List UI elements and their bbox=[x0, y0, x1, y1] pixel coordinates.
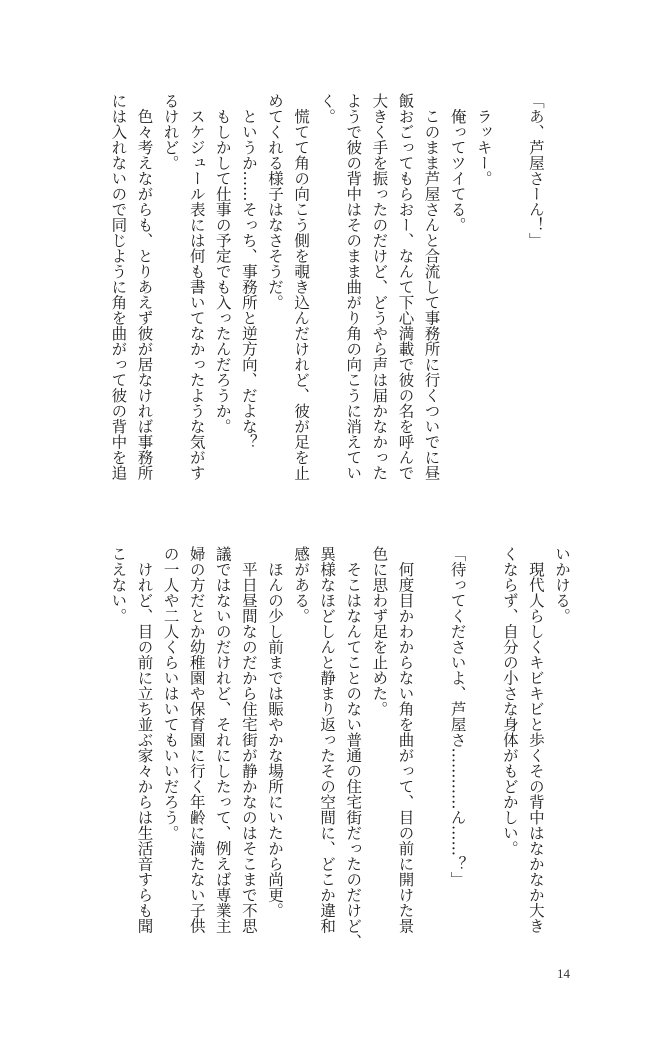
text-line: 議ではないのだけれど、それにしたって、例えば専業主 bbox=[213, 546, 232, 934]
text-line: 婦の方だとか幼稚園や保育園に行く年齢に満たない子供 bbox=[187, 546, 206, 934]
text-line: ほんの少し前までは賑やかな場所にいたから尚更。 bbox=[265, 546, 284, 918]
blank-line bbox=[497, 93, 523, 481]
text-line: るけれど。 bbox=[161, 93, 180, 171]
blank-line bbox=[471, 546, 497, 934]
upper-text-tier bbox=[105, 93, 575, 481]
text-line: には入れないので同じように角を曲がって彼の背中を追 bbox=[109, 93, 128, 481]
text-line: く。 bbox=[318, 93, 337, 124]
text-line: 現代人らしくキビキビと歩くその背中はなかなか大き bbox=[526, 546, 545, 934]
text-line: 飯おごってもらおー、なんて下心満載で彼の名を呼んで bbox=[396, 93, 415, 481]
text-line: ラッキー。 bbox=[474, 93, 493, 186]
text-line: けれど、目の前に立ち並ぶ家々からは生活音すらも聞 bbox=[135, 546, 154, 934]
blank-line bbox=[549, 93, 575, 481]
page-number: 14 bbox=[557, 966, 570, 981]
text-line: めてくれる様子はなさそうだ。 bbox=[265, 93, 284, 310]
text-line: 俺ってツイてる。 bbox=[448, 93, 467, 233]
text-line: スケジュール表には何も書いてなかったような気がす bbox=[187, 93, 206, 481]
dialogue-line: 「待ってくださいよ、芦屋さ…………ん……？」 bbox=[448, 546, 467, 887]
text-line: 色々考えながらも、とりあえず彼が居なければ事務所 bbox=[135, 93, 154, 481]
text-line: くならず、自分の小さな身体がもどかしい。 bbox=[500, 546, 519, 856]
blank-line bbox=[418, 546, 444, 934]
text-line: の一人や二人くらいはいてもいいだろう。 bbox=[161, 546, 180, 841]
text-line: 何度目かわからない角を曲がって、目の前に開けた景 bbox=[396, 546, 415, 934]
text-line: 慌てて角の向こう側を覗き込んだけれど、彼が足を止 bbox=[292, 93, 311, 481]
lower-text-tier bbox=[105, 546, 575, 949]
text-line: そこはなんてことのない普通の住宅街だったのだけど、 bbox=[344, 546, 363, 949]
text-line: こえない。 bbox=[109, 546, 128, 624]
dialogue-line: 「あ、芦屋さーん！」 bbox=[526, 93, 545, 248]
text-line: というか……そっち、事務所と逆方向、だよな？ bbox=[239, 93, 258, 450]
text-line: ようで彼の背中はそのまま曲がり角の向こうに消えてい bbox=[344, 93, 363, 481]
text-line: このまま芦屋さんと合流して事務所に行くついでに昼 bbox=[422, 93, 441, 481]
text-line: 大きく手を振ったのだけど、どうやら声は届かなかった bbox=[370, 93, 389, 481]
text-line: 平日昼間なのだから住宅街が静かなのはそこまで不思 bbox=[239, 546, 258, 934]
text-line: いかける。 bbox=[553, 546, 571, 624]
text-line: 感がある。 bbox=[292, 546, 311, 624]
text-line: もしかして仕事の予定でも入ったんだろうか。 bbox=[213, 93, 232, 434]
text-line: 色に思わず足を止めた。 bbox=[370, 546, 389, 717]
text-line: 異様なほどしんと静まり返ったその空間に、どこか違和 bbox=[318, 546, 337, 934]
